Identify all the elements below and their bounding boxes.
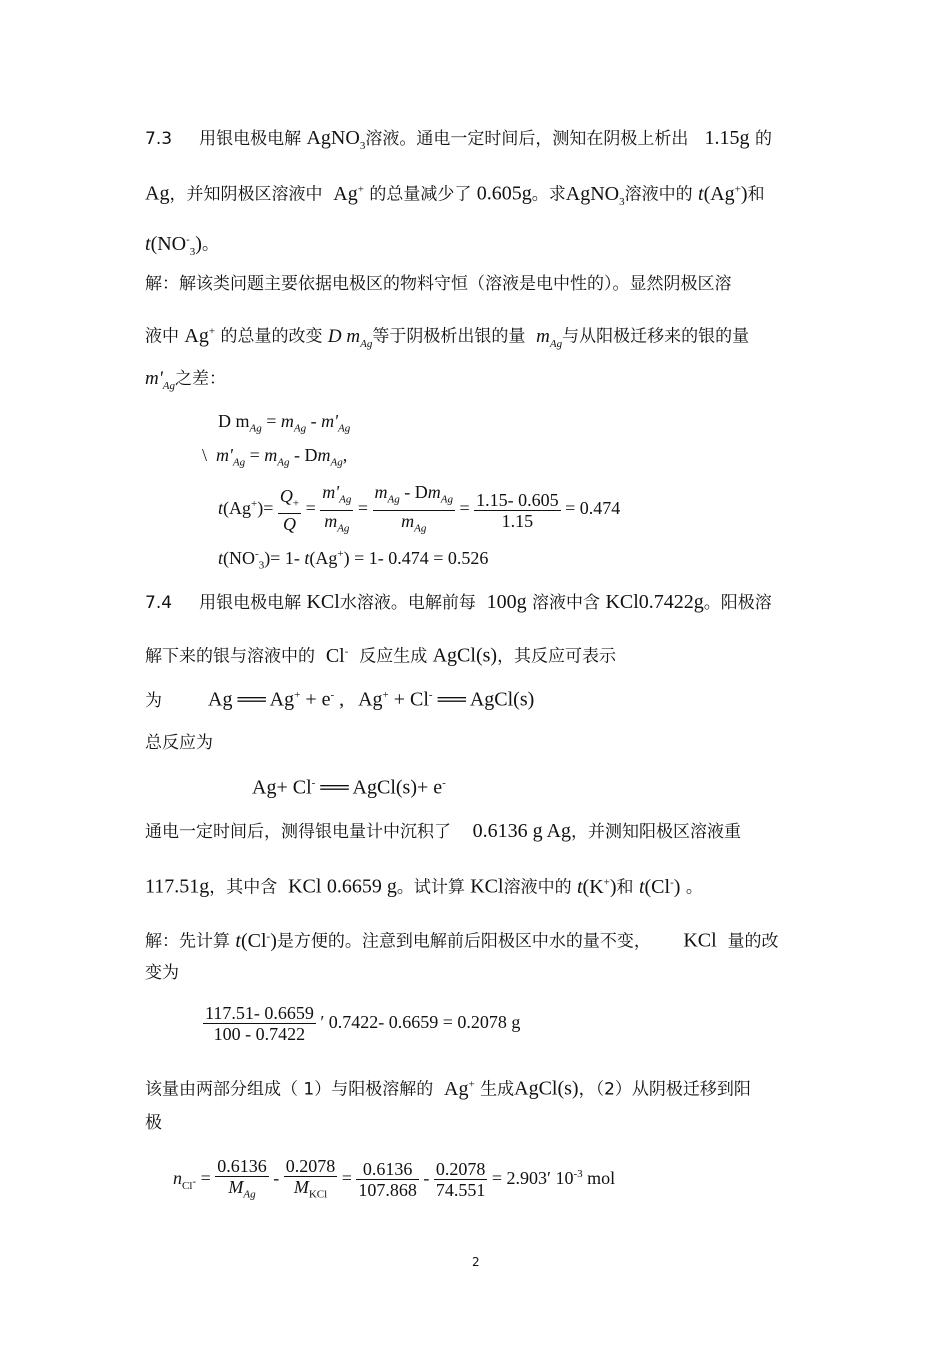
problem-number: 7.4 [145,593,173,613]
total-reaction-label: 总反应为 [145,733,213,753]
equation-m-prime: \ $m'_{Ag} = m_{Ag} - Dm_{Ag}$, [202,445,348,469]
transference-no3: $t(NO^-_3)$ [145,232,202,258]
problem-7-4-line-1: 7.4 用银电极电解 KCl水溶液。电解前每 100g 溶液中含 KCl0.7422g。阳极溶 [145,591,772,613]
equation-n-cl: $n_{Cl^-}$ = $\frac{0.6136}{M_{Ag}}$ - $\frac{0.2078}{M_{KCl}}$ = $\frac{0.6136}{107.868}$ - $\frac{0.2078}{74.551}$ = 2.903′ $10^{-3}$ mol [173,1155,616,1201]
problem-7-4-line-2: 解下来的银与溶液中的 Cl- 反应生成 AgCl(s)，其反应可表示 [145,644,617,667]
reaction-equations: Ag ══ Ag+ + e- , Ag+ + Cl- ══ AgCl(s) [208,688,535,711]
solution-7-4-line-1: 解：先计算 t(Cl-)是方便的。注意到电解前后阳极区中水的量不变， KCl 量的改 [145,929,779,952]
problem-7-3-line-2: Ag，并知阴极区溶液中 Ag+ 的总量减少了 0.605g。求AgNO$_3$溶液中的 t(Ag+)和 [145,182,765,208]
solution-7-4-line-3: 该量由两部分组成（ 1）与阳极溶解的 Ag+ 生成AgCl(s)，（2）从阴极迁移到阳 [145,1077,751,1100]
equation-t-no3: $t(NO^-_3)= 1-$ t(Ag+) = 1- 0.474 = 0.526 [218,548,489,572]
equation-t-ag: t(Ag+)= $\frac{Q_+}{Q}$ = $\frac{m'_{Ag}}{m_{Ag}}$ = $\frac{m_{Ag} - Dm_{Ag}}{m_{Ag}}$ = $\frac{1.15- 0.605}{1.15}$ = 0.474 [218,482,621,535]
solution-7-3-line-1: 解：解该类问题主要依据电极区的物料守恒（溶液是电中性的）。显然阴极区溶 [145,274,732,294]
problem-7-4-line-6: 117.51g，其中含 KCl 0.6659 g。试计算 KCl溶液中的 t(K+)和 t(Cl-) 。 [145,875,703,898]
problem-number: 7.3 [145,129,173,149]
page-number: 2 [472,1255,480,1269]
formula-agno3: AgNO$_3$ [306,127,366,152]
total-reaction-equation: Ag+ Cl- ══ AgCl(s)+ e- [252,776,446,799]
solution-7-4-line-4: 极 [145,1113,162,1133]
solution-7-3-line-2: 液中 Ag+ 的总量的改变 D $m_{Ag}$等于阴极析出银的量 $m_{Ag}$与从阳极迁移来的银的量 [145,324,750,350]
problem-7-3-line-3: $t(NO^-_3)$。 [145,232,219,258]
problem-7-3-line-1: 7.3 用银电极电解 AgNO$_3$溶液。通电一定时间后，测知在阴极上析出 1.15g 的 [145,127,772,152]
transference-ag: t(Ag+) [698,182,748,205]
problem-7-4-line-5: 通电一定时间后，测得银电量计中沉积了 0.6136 g Ag，并测知阳极区溶液重 [145,820,741,842]
problem-7-4-line-3: 为 [145,691,162,711]
solution-7-4-line-2: 变为 [145,963,179,983]
equation-kcl-change: $\frac{117.51- 0.6659}{100 - 0.7422}$ ′ 0.7422- 0.6659 = 0.2078 g [205,1003,521,1045]
solution-7-3-line-3: $m'_{Ag}$之差： [145,368,227,392]
equation-delta-m: D $m_{Ag} = m_{Ag} - m'_{Ag}$ [218,411,351,435]
